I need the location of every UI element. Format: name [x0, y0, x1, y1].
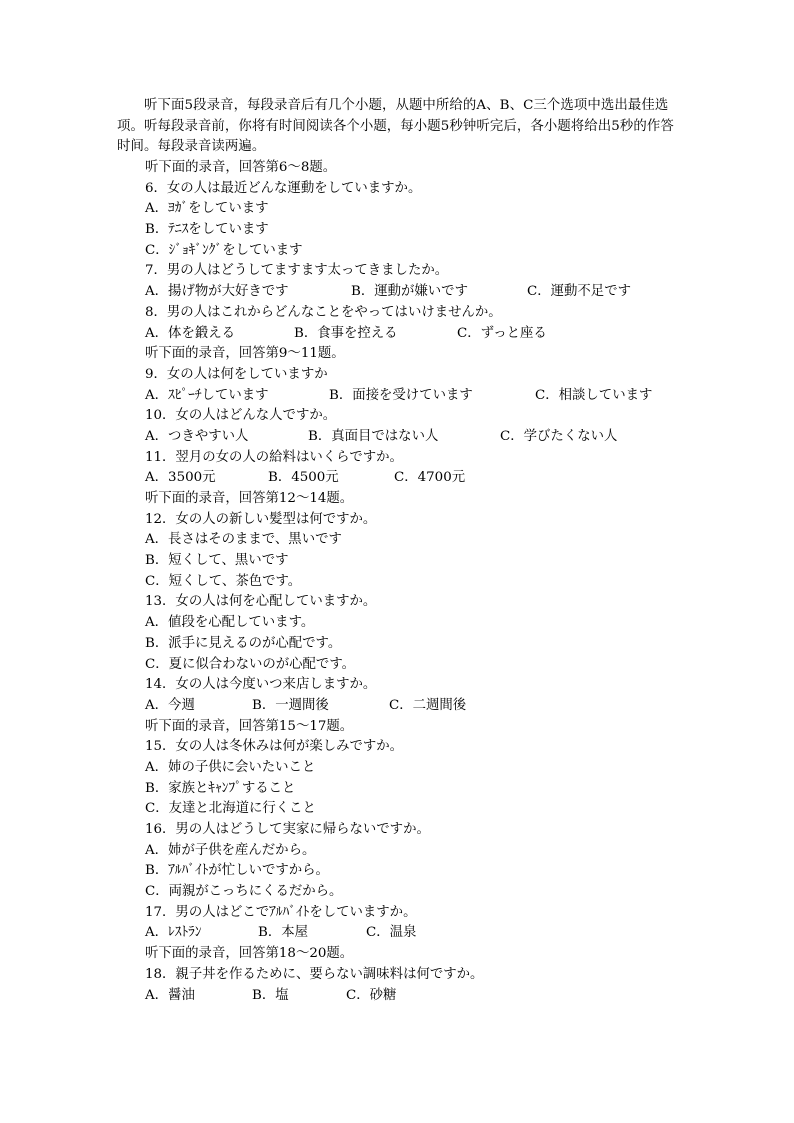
question-9: 9．女の人は何をしていますか	[145, 366, 328, 382]
option-9b: B．面接を受けています	[329, 387, 473, 403]
question-15: 15．女の人は冬休みは何が楽しみですか。	[145, 739, 404, 755]
option-18b: B．塩	[252, 987, 289, 1003]
question-12: 12．女の人の新しい髪型は何ですか。	[145, 511, 377, 527]
option-10b: B．真面目ではない人	[308, 428, 439, 444]
option-12c: C．短くして、茶色です。	[145, 573, 302, 589]
option-11b: B．4500元	[268, 470, 339, 486]
section-heading: 听下面的录音，回答第6～8题。	[145, 160, 337, 175]
option-14a: A．今週	[145, 697, 195, 713]
option-12b: B．短くして、黒いです	[145, 553, 289, 569]
question-10: 10．女の人はどんな人ですか。	[145, 408, 337, 424]
option-17b: B．本屋	[258, 925, 309, 941]
option-15c: C．友達と北海道に行くこと	[145, 801, 316, 817]
options-row-8	[145, 324, 745, 345]
question-list	[145, 158, 745, 1006]
option-8b: B．食事を控える	[294, 325, 398, 341]
option-6b: B．ﾃﾆｽをしています	[145, 222, 269, 238]
question-7: 7．男の人はどうしてますます太ってきましたか。	[145, 263, 449, 279]
question-14: 14．女の人は今度いつ来店しますか。	[145, 677, 377, 693]
section-heading: 听下面的录音，回答第15～17题。	[145, 718, 354, 734]
options-row-10	[145, 427, 745, 448]
section-heading: 听下面的录音，回答第9～11题。	[145, 346, 345, 362]
section-heading: 听下面的录音，回答第18～20题。	[145, 946, 354, 962]
option-11c: C．4700元	[394, 470, 466, 486]
options-row-18	[145, 986, 745, 1007]
option-14c: C．二週間後	[389, 697, 467, 713]
option-15b: B．家族とｷｬﾝﾌﾟすること	[145, 780, 296, 796]
option-13b: B．派手に見えるのが心配です。	[145, 635, 342, 651]
option-18c: C．砂糖	[346, 987, 397, 1003]
question-17: 17．男の人はどこでｱﾙﾊﾞｲﾄをしていますか。	[145, 904, 417, 920]
option-8a: A．体を鍛える	[145, 325, 236, 341]
option-6a: A．ﾖｶﾞをしています	[145, 201, 269, 217]
option-9c: C．相談しています	[535, 387, 653, 403]
options-row-14	[145, 696, 745, 717]
option-11a: A．3500元	[145, 470, 216, 486]
instructions-paragraph: 听下面5段录音，每段录音后有几个小题，从题中所给的A、B、C三个选项中选出最佳选项。听每段录音前，你将有时间阅读各个小题，每小题5秒钟听完后，各小题将给出5秒的作答时间。每段录音读两遍。	[117, 98, 674, 155]
option-10a: A．つきやすい人	[145, 428, 249, 444]
option-16c: C．両親がこっちにくるだから。	[145, 884, 343, 900]
option-12a: A．長さはそのままで、黒いです	[145, 532, 342, 548]
option-17a: A．ﾚｽﾄﾗﾝ	[145, 925, 202, 941]
question-11: 11．翌月の女の人の給料はいくらですか。	[145, 449, 403, 465]
question-8: 8．男の人はこれからどんなことをやってはいけませんか。	[145, 304, 502, 320]
option-18a: A．醤油	[145, 987, 195, 1003]
option-15a: A．姉の子供に会いたいこと	[145, 759, 316, 775]
question-13: 13．女の人は何を心配していますか。	[145, 594, 377, 610]
option-13a: A．値段を心配しています。	[145, 615, 315, 631]
question-16: 16．男の人はどうして実家に帰らないですか。	[145, 822, 430, 837]
option-14b: B．一週間後	[252, 697, 329, 713]
options-row-7	[145, 282, 745, 303]
section-heading: 听下面的录音，回答第12～14题。	[145, 491, 354, 506]
option-16a: A．姉が子供を産んだから。	[145, 842, 316, 858]
option-17c: C．温泉	[366, 925, 417, 941]
option-9a: A．ｽﾋﾟｰﾁしています	[145, 387, 269, 403]
option-10c: C．学びたくない人	[500, 428, 618, 444]
option-8c: C．ずっと座る	[457, 325, 547, 341]
option-6c: C．ｼﾞｮｷﾞﾝｸﾞをしています	[145, 242, 303, 258]
options-row-9	[145, 386, 745, 407]
options-row-11	[145, 468, 745, 489]
options-row-17	[145, 923, 745, 944]
option-13c: C．夏に似合わないのが心配です。	[145, 656, 356, 672]
option-7b: B．運動が嫌いです	[351, 284, 468, 300]
question-6: 6．女の人は最近どんな運動をしていますか。	[145, 180, 422, 196]
option-7c: C．運動不足です	[527, 284, 631, 300]
option-16b: B．ｱﾙﾊﾞｲﾄが忙しいですから。	[145, 863, 329, 879]
option-7a: A．揚げ物が大好きです	[145, 284, 289, 300]
question-18: 18．親子丼を作るために、要らない調味料は何ですか。	[145, 966, 484, 982]
